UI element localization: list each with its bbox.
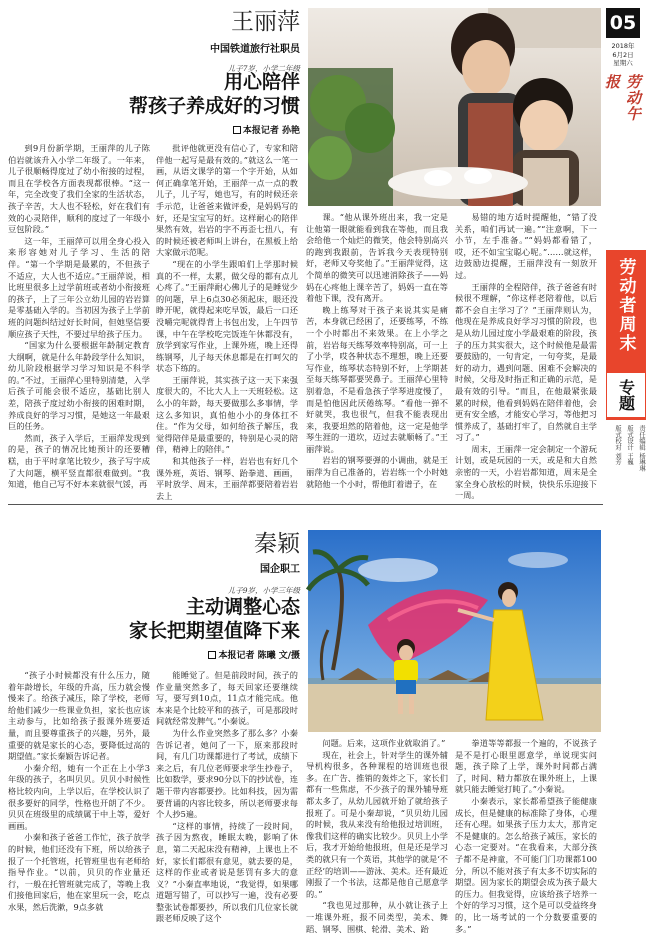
paragraph: 课。“他从课外班出来，我一定是让他第一眼就能看到我在等他，而且我会给他一个灿烂的微笑，他会特别高兴的跑到我跟前，告诉我今天表现特别好，老师又夸奖他了。”王丽萍觉得，这个简单的微笑可以迅速消除孩子——妈妈在心疼他上课辛苦了，妈妈一直在等着他下课，没有离开。 <box>306 212 448 304</box>
mother-son-cooking-photo <box>308 8 601 206</box>
article1-name: 王丽萍 <box>231 9 300 35</box>
paragraph: 批评他就更没有信心了，专家和陪伴他一起写是最有效的。”就这么一笔一画，从语文课学的第一个字开始，从如何正确拿笔开始，王丽萍一点一点的教儿子，儿子写，她也写，有的时候还亲手示范，让爸爸来做评委，是妈妈写的好，还是宝宝写的好。这样耐心的陪伴果然有效，岩岩的字不再歪七扭八，有的时候还被老师叫上讲台，在黑板上给大家做示范呢。 <box>156 143 298 258</box>
article1-column-2 <box>156 143 298 501</box>
article2-column-2 <box>156 670 298 942</box>
article1-column-3 <box>306 212 448 493</box>
paragraph: 现在，社会上，针对学生的课外辅导机构很多，各种课程的培训班也很多。在广告、推销的轰炸之下，家长们都有一些焦虑，不少孩子的课外辅导班都太多了，从幼儿园就开始了就给孩子报班了。可是小秦却说，“贝贝幼儿园的时候，我从来没有给他报过培训班，像我们这样的确实比较少。贝贝上小学后，我才开始给他报班，但是还是学习类的就只有一个英语，其他学的就是‘不正经’的培训——游泳、美术。还有最近刚报了一个书法，这都是他自己愿意学的。” <box>306 749 448 899</box>
paragraph: 周末，王丽萍一定会制定一个游玩计划，或是玩园的一天，或是和大自然亲密的一天，小岩岩都知道，周末是全家全身心放松的时候，快快乐乐迎接下一周。 <box>455 443 597 501</box>
article1-profile <box>180 8 300 74</box>
article2-org: 国企职工 <box>260 564 300 575</box>
paragraph: 能睡觉了。但是前段时间，孩子的作业量突然多了，每天回家还要继续写，要写到10点，11点才能完成。他本来是个比较平和的孩子，可是那段时间就经常发脾气。”小秦说。 <box>156 670 298 727</box>
article1-headline: 用心陪伴 帮孩子养成好的习惯 <box>128 71 300 117</box>
editor-credits: 责任编辑 杨琳琳 版式设计 王巍 版式校对 刘芳 <box>614 425 645 472</box>
paragraph: “这样的事情，持续了一段时间，孩子因为熬夜，睡眠太晚，影响了休息，第二天起床没有精神，上课也上不好，家长们都很有意见，就去要的是，这样的作业或者说是惩罚有多大的意义？”小秦直率地说，“我觉得，如果哪道题写错了，可以抄写一遍，没有必要整张试卷都要抄，所以我们几位家长就跟老师反映了这个 <box>156 820 298 924</box>
paragraph: 到9月份新学期，王丽萍的儿子陈伯岩就该升入小学二年级了。一年来，儿子很顺畅得度过了幼小衔接的过程，而且在学校各方面表现都很棒。“这一年，完全改变了我们全家的生活状态，孩子辛苦，大人也不轻松，好在我们有效的心灵陪伴，顺利的度过了一年级小豆包阶段。” <box>8 143 150 235</box>
paragraph: 小秦和孩子爸爸工作忙，孩子放学的时候，他们还没有下班，所以给孩子报了一个托管班，托管班里也有老师给指导作业。“以前，贝贝的作业量还行，一般在托管班就完成了，等晚上我们接他回家后，他在家里玩一会，吃点水果，然后洗漱，9点多就 <box>8 832 150 912</box>
paragraph: 和其他孩子一样，岩岩也有好几个课外班，英语、钢琴、跆拳道、画画，平时放学、周末，王丽萍都要陪着岩岩去上 <box>156 456 298 501</box>
paragraph: 小秦介绍，她有一个正在上小学3年级的孩子，名叫贝贝。贝贝小时候性格比较内向，上学以后，在学校认识了很多要好的同学，性格也开朗了不少。贝贝在班级里的成绩属于中上等，爱好画画。 <box>8 762 150 831</box>
article2-column-3 <box>306 738 448 942</box>
article2-name: 秦颖 <box>254 531 300 557</box>
article1-column-4 <box>455 212 597 501</box>
paragraph: 然而，孩子入学后，王丽萍发现到的是，孩子的情况比她预计的还要糟糕，由于平时拿笔比较少，孩子写字成了大问题，横平竖直都很难做到。“我知道，他自己写不好本来就很气馁，再 <box>8 432 150 490</box>
paragraph: 岩岩的钢琴要弹的小调曲，就是王丽萍为自己准备的，岩岩练一个小时她就陪他一个小时，帮他盯着谱子，在 <box>306 455 448 489</box>
paragraph: “现在的小学生跟咱们上学那时候真的不一样，太累，做父母的都有点儿心疼了。”王丽萍耐心佛儿子的是睡觉少的问题，早上6点30必须起床，眼还没睁开呢，就得起来吃早饭，最后一口还没嚼完呢就得背上书包出发，上午四节课，中午在学校吃完饭连午休都没有，放学到家写作业，上课外班，晚上还得练钢琴，儿子每天休息都是在打呵欠的状态下练的。 <box>156 258 298 374</box>
mother-son-beach-photo <box>308 530 601 732</box>
paragraph: 晚上练琴对于孩子来说其实是痛苦，本身就已经困了，还要练琴，不练一个小时都出不来效果。在上小学之前，岩岩每天练琴效率特别高，可一上了小学，哎各种状态不理想，晚上还要写作业，练琴状态特别不好，上学期甚至每天练琴都要哭鼻子。王丽萍心里特别着急，不是看急孩子学琴进度慢了，而是怕他因此厌倦练琴。“看他一弹不好就哭，我也很气，但我不能表现出来，我要坦然的陪着他，这一定是他学琴生涯的一道坎，迈过去就顺畅了。”王丽萍说。 <box>306 304 448 454</box>
article1-byline: 本报记者 孙艳 <box>180 123 300 136</box>
paragraph: 这一年，王丽萍可以用全身心投入来形容她对儿子学习、生活的陪伴。“第一个学期是最累的，不但孩子不适应，大人也不适应。”王丽萍说，相比班里很多上过学前班或者幼小衔接班的孩子，上了三年公立幼儿园的岩岩算是零基础入学的。当初因为孩子上学前班的问题纠结过好长时间，但她坚信要顺应孩子天性，不要过早给孩子压力。 <box>8 235 150 339</box>
paragraph: “我也见过那种，从小就让孩子上一堆课外班，报不同类型，美术、舞蹈、钢琴、围棋、轮滑、美术、跆 <box>306 900 448 934</box>
article1-org: 中国铁道旅行社职员 <box>210 44 300 55</box>
paragraph: 拳道等等都报一个遍的，不说孩子是不是打心眼里愿意学，单说现实问题，孩子除了上学，课外时间都占满了，时间、精力都放在课外班上，上课就只能去睡觉打盹了。”小秦说。 <box>455 738 597 795</box>
paragraph: “国家为什么要根据年龄制定教育大纲啊，就是什么年龄段学什么知识，幼儿阶段根据学习学习知识是不科学的。”不过，王丽萍心里特别清楚，入学后孩子可能会很不适应，基础比别人差，陪孩子度过幼小衔接的困难时期，养成良好的学习习惯，是她这一年最艰巨的任务。 <box>8 340 150 432</box>
article2-column-4 <box>455 738 597 942</box>
section-title: 劳动者周末 <box>615 258 636 353</box>
photo2-graphic <box>308 530 601 732</box>
article2-child: 儿子9岁，小学三年级 <box>227 586 300 595</box>
paragraph: “孩子小时候都没有什么压力，随着年龄增长，年级的升高，压力就会慢慢来了。给孩子减压，除了学校，老师给他们减少一些课业负担，家长也应该主动参与，比如给孩子报课外班要适量，而且要尊重孩子的兴趣，另外，最重要的就是家长的心态，要降低过高的期望值。”家长秦颖告诉记者。 <box>8 670 150 762</box>
paragraph: 小秦表示，家长都希望孩子能健康成长，但是健康的标准除了身体，心理还有心理。如果孩子压力太大，那肯定不是健康的。怎么给孩子减压，家长的心态一定要对。“在我看来，大部分孩子都不是神童，不可能门门功课都100分，所以不能对孩子有太多不切实际的期望。因为家长的期望会成为孩子最大的压力。但我觉得，应该给孩子培养一个好的学习习惯，这个是可以受益终身的，比一场考试的一个分数要重要的多。” <box>455 795 597 934</box>
article2-column-1 <box>8 670 150 942</box>
paragraph: 问题。后来，这项作业就取消了。” <box>322 738 446 748</box>
article-divider <box>8 504 603 505</box>
photo1-graphic <box>308 8 601 206</box>
newspaper-logo: 劳动午报 <box>603 73 642 122</box>
paragraph: 为什么作业突然多了那么多？小秦告诉记者，她问了一下，原来那段时间，有几门功课都进行了考试，成绩下来之后，有几位老师要求学生抄卷子，比如数学，要求90分以下的抄试卷，连题干带内容都要抄。比如科技，因为需要背诵的内容比较多，所以老师要求每个人抄5遍。 <box>156 727 298 820</box>
page-number: 05 <box>606 8 640 38</box>
paragraph: 王丽萍说，其实孩子这一天下来强度很大的，不比大人上一天班轻松。这么小的年龄，每天要做那么多事情，学这么多知识，真怕他小小的身体扛不住。“作为父母，如何给孩子解压，我觉得陪伴是最重要的，特别是心灵的陪伴，精神上的陪伴。” <box>156 374 298 455</box>
article1-child: 儿子7岁，小学二年级 <box>227 64 300 73</box>
article2-byline: 本报记者 陈曦 文/摄 <box>160 648 300 661</box>
article2-profile <box>180 530 300 596</box>
issue-date: 2018年 6月2日 星期六 <box>611 42 635 67</box>
section-sub: 专题 <box>606 372 646 418</box>
article2-headline: 主动调整心态 家长把期望值降下来 <box>128 596 300 642</box>
article1-column-1 <box>8 143 150 493</box>
paragraph: 易错的地方适时提醒他，“错了没关系，咱们再试一遍。”“注意啊，下一小节，左手准备。”“妈妈都看错了，哎，还不如宝宝聪心呢。”……就这样，边鼓励边提醒，王丽萍没有一刻放开过。 <box>455 212 597 280</box>
paragraph: 王丽萍的全程陪伴，孩子爸爸有时候很不理解，“你这样老陪着他，以后都不会自主学习了？”王丽萍则认为，他现在是养成良好学习习惯的阶段，也是从幼儿园过度小学最艰难的阶段，孩子的压力其实很大，这个时候他是最需要鼓励的，一句肯定，一句夸奖，是最好的动力，遇到问题、困难不会解决的时候，父母及时指正和正确的示范，是最有效的引导。“而且，在他最紧张最累的时候，他看到妈妈在陪伴着他，会更有安全感，才能安心学习，等他把习惯养成了，基础打牢了，自然就自主学习了。” <box>455 281 597 443</box>
